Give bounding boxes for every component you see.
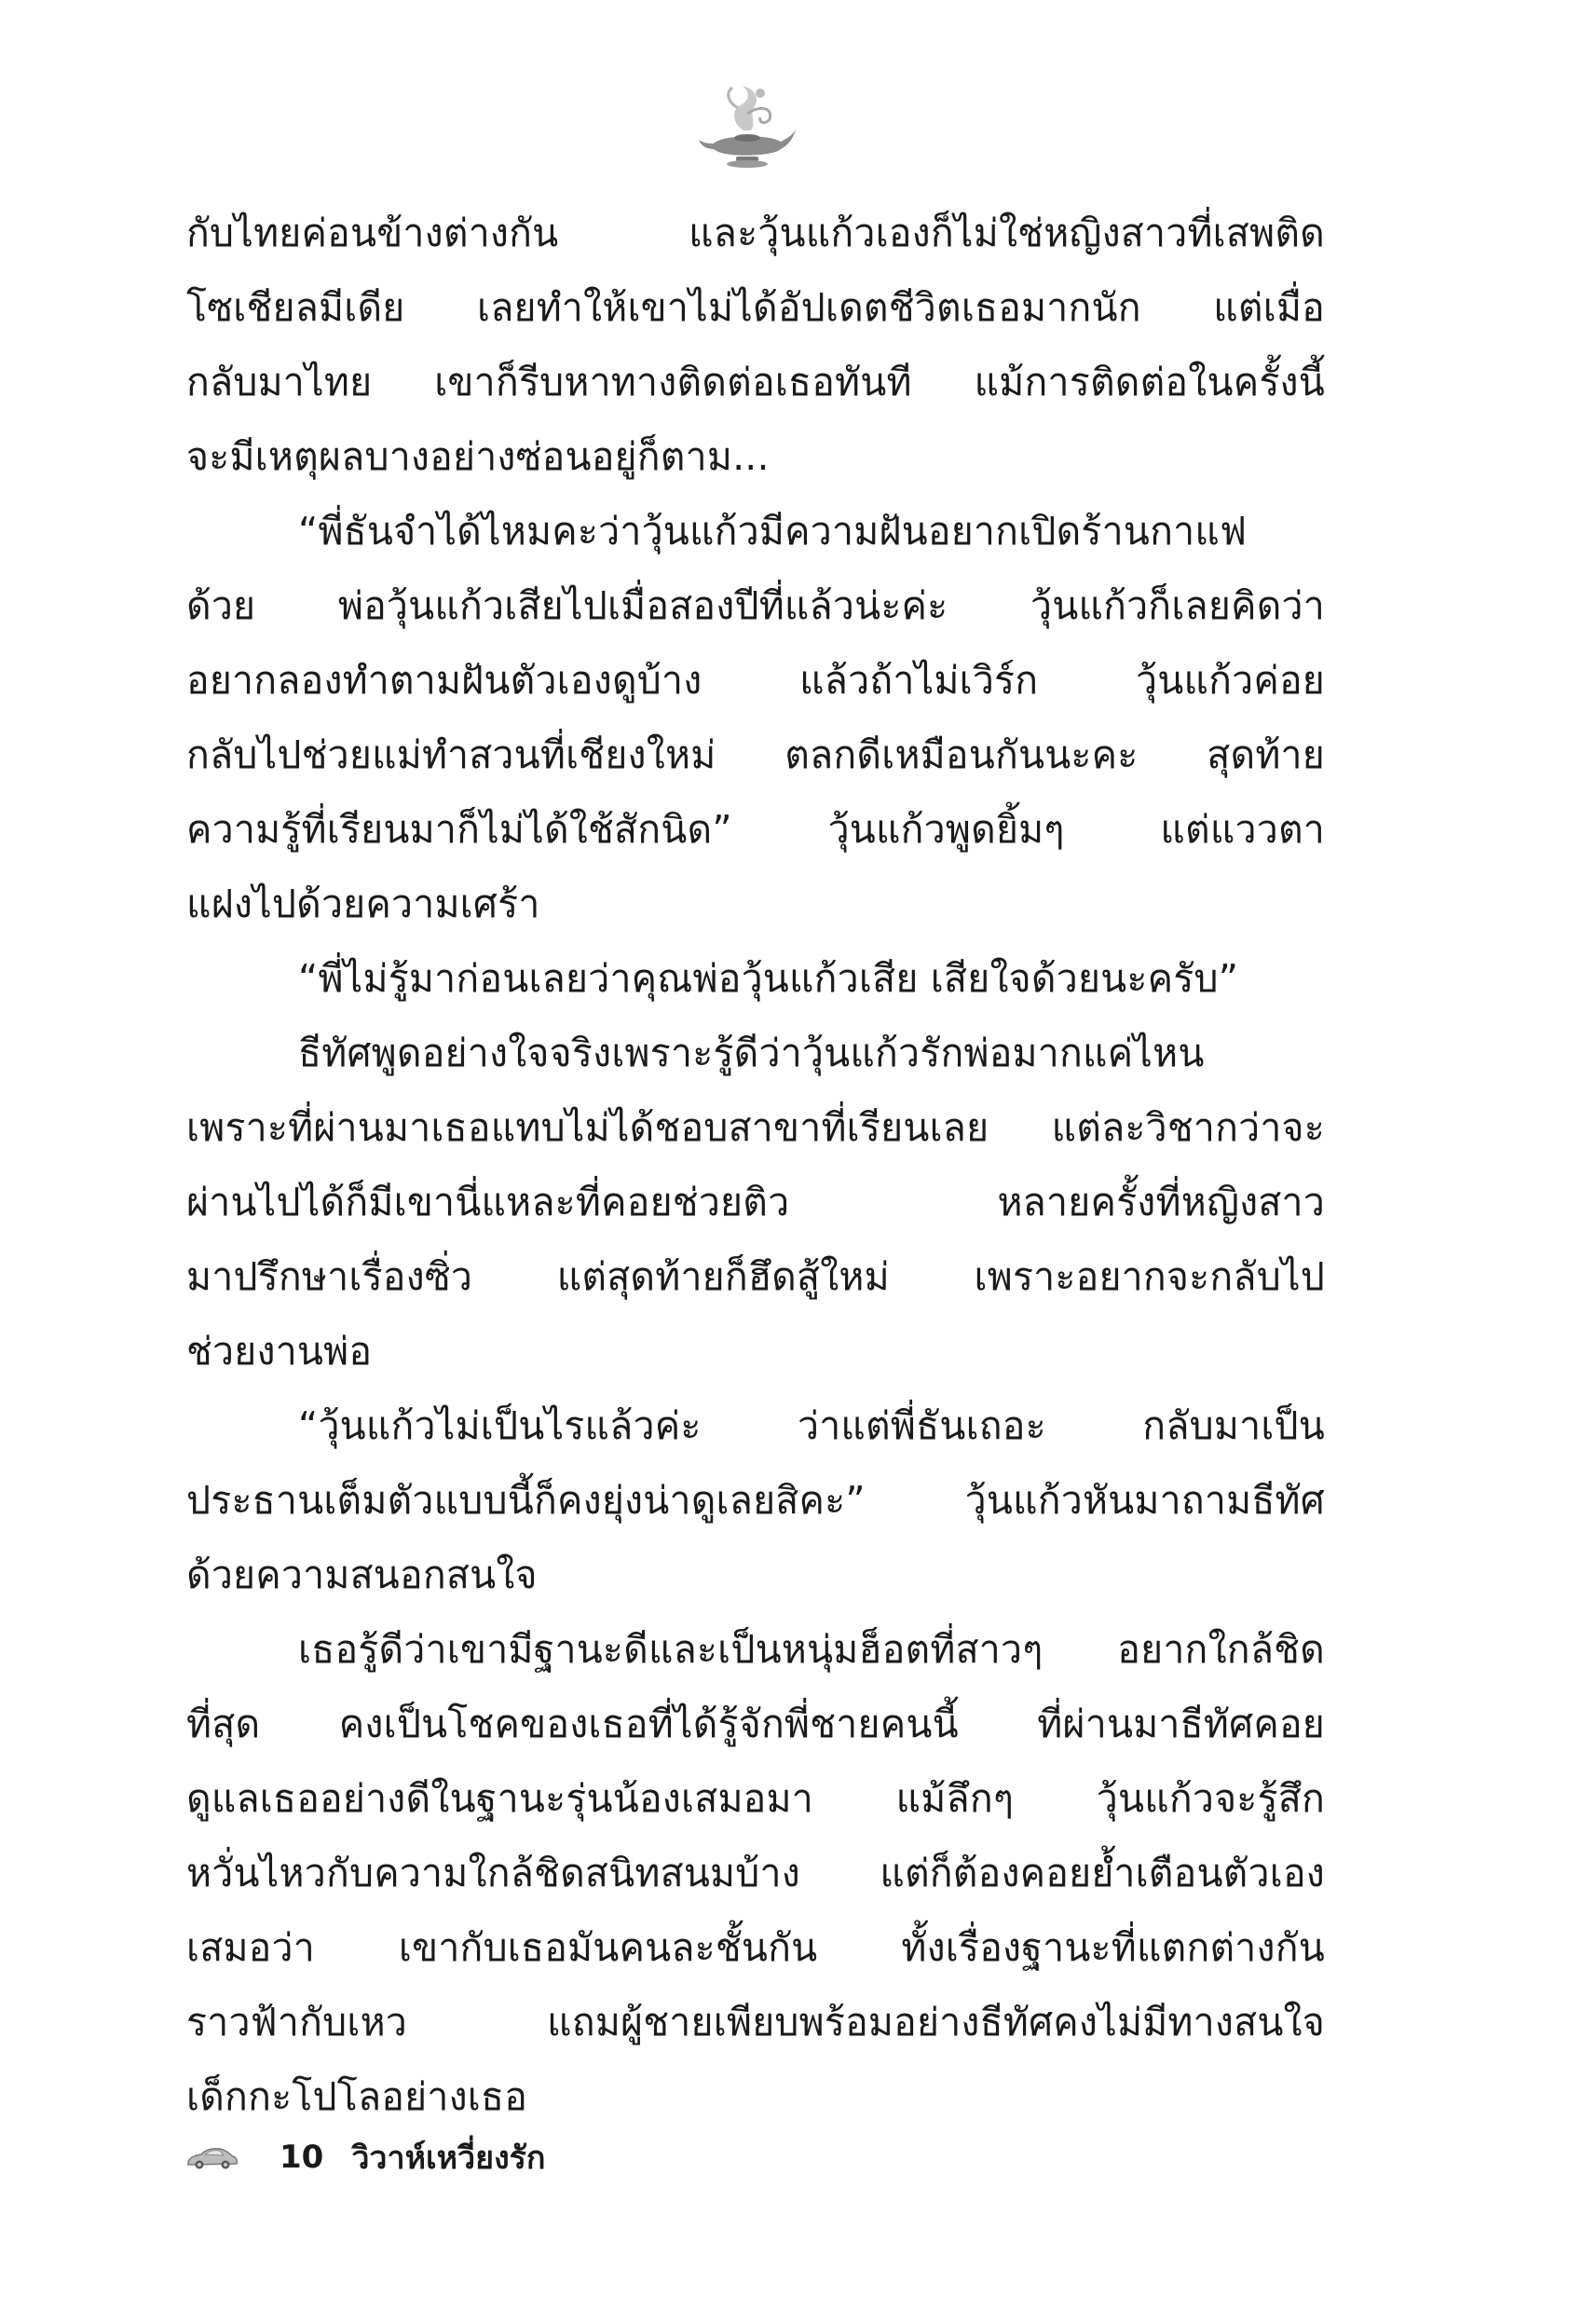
text-line: กลับมาไทย เขาก็รีบหาทางติดต่อเธอทันที แม้การติดต่อในครั้งนี้: [186, 360, 1325, 404]
page-number: 10: [280, 2139, 324, 2176]
text-line: “พี่ธันจำได้ไหมคะว่าวุ้นแก้วมีความฝันอยากเปิดร้านกาแฟ: [298, 509, 1248, 554]
text-line: ช่วยงานพ่อ: [186, 1329, 373, 1374]
body-text: [186, 196, 1325, 2134]
text-line: แฝงไปด้วยความเศร้า: [186, 882, 540, 926]
text-line: ดูแลเธออย่างดีในฐานะรุ่นน้องเสมอมา แม้ลึกๆ วุ้นแก้วจะรู้สึก: [186, 1776, 1325, 1821]
text-line: ที่สุด คงเป็นโชคของเธอที่ได้รู้จักพี่ชายคนนี้ ที่ผ่านมาธีทัศคอย: [186, 1702, 1325, 1746]
text-line: กลับไปช่วยแม่ทำสวนที่เชียงใหม่ ตลกดีเหมือนกันนะคะ สุดท้าย: [186, 732, 1325, 777]
text-line: “พี่ไม่รู้มาก่อนเลยว่าคุณพ่อวุ้นแก้วเสีย เสียใจด้วยนะครับ”: [298, 956, 1239, 1001]
text-line: ความรู้ที่เรียนมาก็ไม่ได้ใช้สักนิด” วุ้นแก้วพูดยิ้มๆ แต่แววตา: [186, 807, 1325, 852]
book-title: วิวาห์เหวี่ยงรัก: [351, 2140, 546, 2177]
text-line: ราวฟ้ากับเหว แถมผู้ชายเพียบพร้อมอย่างธีทัศคงไม่มีทางสนใจ: [186, 2000, 1325, 2044]
text-line: ด้วยความสนอกสนใจ: [186, 1552, 538, 1597]
genie-lamp-icon: [695, 76, 798, 170]
text-line: ธีทัศพูดอย่างใจจริงเพราะรู้ดีว่าวุ้นแก้วรักพ่อมากแค่ไหน: [298, 1031, 1205, 1075]
text-line: อยากลองทำตามฝันตัวเองดูบ้าง แล้วถ้าไม่เวิร์ก วุ้นแก้วค่อย: [186, 658, 1325, 703]
text-line: “วุ้นแก้วไม่เป็นไรแล้วค่ะ ว่าแต่พี่ธันเถอะ กลับมาเป็น: [298, 1403, 1325, 1448]
text-line: มาปรึกษาเรื่องซิ่ว แต่สุดท้ายก็ฮึดสู้ใหม่ เพราะอยากจะกลับไป: [186, 1254, 1325, 1299]
text-line: หวั่นไหวกับความใกล้ชิดสนิทสนมบ้าง แต่ก็ต้องคอยย้ำเตือนตัวเอง: [186, 1851, 1325, 1895]
text-line: เธอรู้ดีว่าเขามีฐานะดีและเป็นหนุ่มฮ็อตที่สาวๆ อยากใกล้ชิด: [298, 1627, 1325, 1672]
page-footer: [184, 2134, 546, 2181]
text-line: ประธานเต็มตัวแบบนี้ก็คงยุ่งน่าดูเลยสิคะ” วุ้นแก้วหันมาถามธีทัศ: [186, 1478, 1325, 1523]
text-line: เสมอว่า เขากับเธอมันคนละชั้นกัน ทั้งเรื่องฐานะที่แตกต่างกัน: [186, 1925, 1325, 1970]
text-line: เด็กกะโปโลอย่างเธอ: [186, 2074, 528, 2119]
text-line: กับไทยค่อนข้างต่างกัน และวุ้นแก้วเองก็ไม่ใช่หญิงสาวที่เสพติด: [186, 211, 1325, 255]
text-line: ด้วย พ่อวุ้นแก้วเสียไปเมื่อสองปีที่แล้วน่ะค่ะ วุ้นแก้วก็เลยคิดว่า: [186, 583, 1325, 628]
text-line: จะมีเหตุผลบางอย่างซ่อนอยู่ก็ตาม...: [186, 434, 770, 479]
text-line: โซเชียลมีเดีย เลยทำให้เขาไม่ได้อัปเดตชีวิตเธอมากนัก แต่เมื่อ: [186, 285, 1325, 330]
text-line: เพราะที่ผ่านมาเธอแทบไม่ได้ชอบสาขาที่เรียนเลย แต่ละวิชากว่าจะ: [186, 1105, 1325, 1150]
car-icon: [184, 2144, 239, 2170]
text-line: ผ่านไปได้ก็มีเขานี่แหละที่คอยช่วยติว หลายครั้งที่หญิงสาว: [186, 1180, 1325, 1224]
